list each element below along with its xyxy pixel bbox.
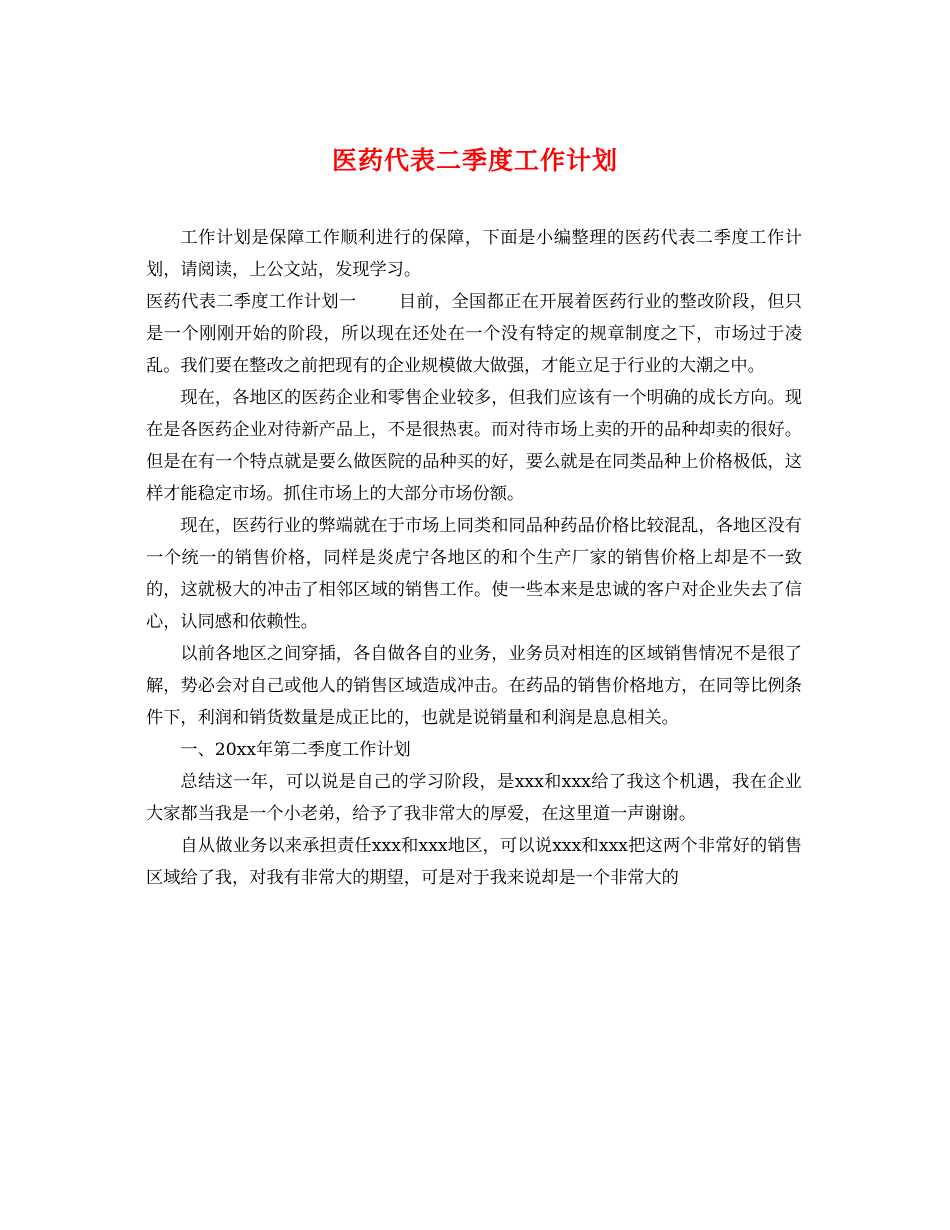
paragraph-intro: 工作计划是保障工作顺利进行的保障，下面是小编整理的医药代表二季度工作计划，请阅读，上公文站，发现学习。 xyxy=(146,228,802,280)
section-heading: 一、20xx年第二季度工作计划 xyxy=(180,740,411,760)
paragraph-summary: 总结这一年，可以说是自己的学习阶段，是xxx和xxx给了我这个机遇，我在企业大家都当我是一个小老弟，给予了我非常大的厚爱，在这里道一声谢谢。 xyxy=(146,772,802,824)
paragraph-market-direction: 现在，各地区的医药企业和零售企业较多，但我们应该有一个明确的成长方向。现在是各医药企业对待新产品上，不是很热衷。而对待市场上卖的开的品种却卖的很好。但是在有一个特点就是要么做医院的品种买的好，要么就是在同类品种上价格极低，这样才能稳定市场。抓住市场上的大部分市场份额。 xyxy=(146,388,802,504)
document-body xyxy=(146,222,802,894)
document-title: 医药代表二季度工作计划 xyxy=(331,146,618,175)
paragraph-plan-one xyxy=(146,286,802,382)
paragraph-regional-overlap: 以前各地区之间穿插，各自做各自的业务，业务员对相连的区域销售情况不是很了解，势必会对自己或他人的销售区域造成冲击。在药品的销售价格地方，在同等比例条件下，利润和销货数量是成正比的，也就是说销量和利润是息息相关。 xyxy=(146,644,802,728)
paragraph-responsibility: 自从做业务以来承担责任xxx和xxx地区，可以说xxx和xxx把这两个非常好的销售区域给了我，对我有非常大的期望，可是对于我来说却是一个非常大的 xyxy=(146,836,802,888)
paragraph-text: 目前，全国都正在开展着医药行业的整改阶段，但只是一个刚刚开始的阶段，所以现在还处在一个没有特定的规章制度之下，市场过于凌乱。我们要在整改之前把现有的企业规模做大做强，才能立足于行业的大潮之中。 xyxy=(146,292,802,376)
paragraph-price-issues: 现在，医药行业的弊端就在于市场上同类和同品种药品价格比较混乱，各地区没有一个统一的销售价格，同样是炎虎宁各地区的和个生产厂家的销售价格上却是不一致的，这就极大的冲击了相邻区域的销售工作。使一些本来是忠诚的客户对企业失去了信心，认同感和依赖性。 xyxy=(146,516,802,632)
section-lead: 医药代表二季度工作计划一 xyxy=(146,292,357,312)
